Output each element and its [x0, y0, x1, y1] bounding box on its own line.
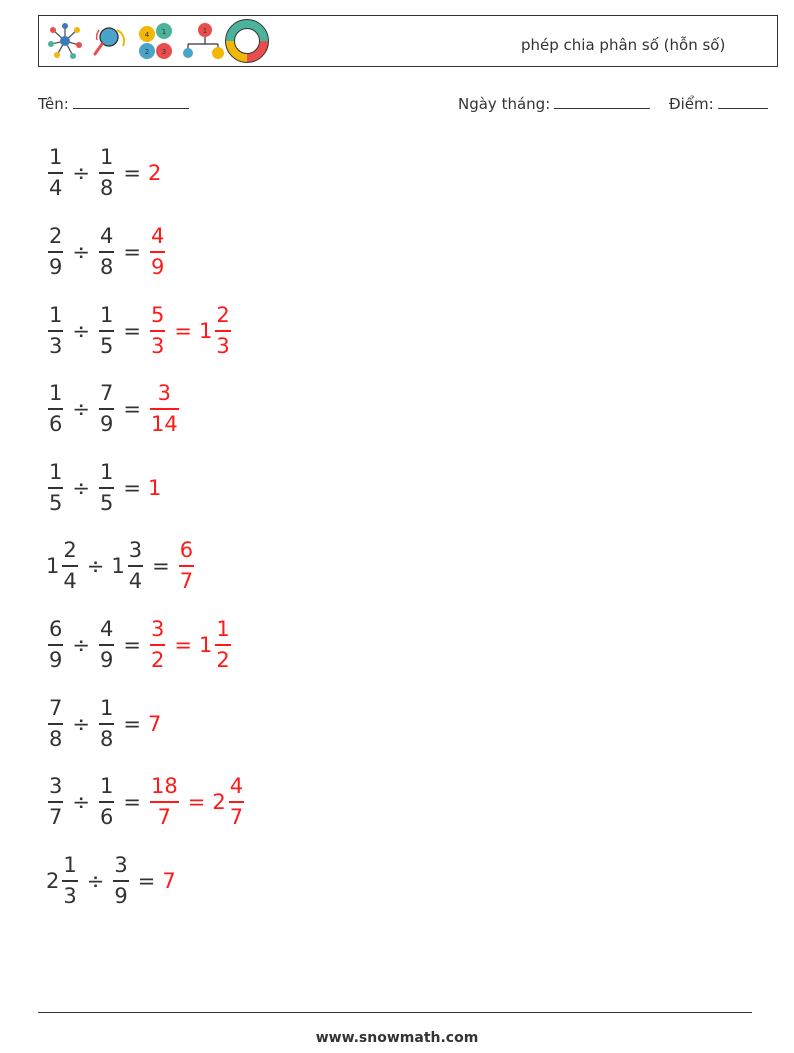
fraction-bar — [215, 644, 230, 646]
answer-fraction — [150, 303, 165, 359]
equals-sign: = — [174, 632, 192, 657]
number-bubbles-icon — [139, 23, 172, 59]
denominator: 6 — [99, 804, 114, 829]
numerator: 5 — [150, 303, 165, 327]
denominator: 8 — [49, 726, 63, 751]
numerator: 2 — [63, 538, 77, 562]
denominator: 3 — [150, 333, 165, 358]
fraction-bar — [48, 487, 63, 489]
denominator: 3 — [49, 333, 63, 358]
numerator: 7 — [49, 696, 63, 720]
equals-sign: = — [137, 868, 156, 893]
denominator: 2 — [216, 647, 230, 672]
fraction-bar — [99, 408, 114, 410]
fraction-bar — [99, 801, 114, 803]
equals-sign: = — [174, 318, 192, 343]
fraction-bar — [150, 801, 179, 803]
answer — [148, 161, 161, 185]
answer — [148, 476, 161, 500]
fraction-bar — [48, 723, 63, 725]
equals-sign: = — [123, 239, 141, 264]
answer — [162, 869, 175, 893]
tree-diagram-icon — [183, 23, 224, 59]
answer — [148, 303, 233, 359]
equals-sign: = — [123, 789, 141, 814]
numerator: 3 — [150, 617, 165, 641]
fraction-bar — [150, 330, 165, 332]
answer — [148, 774, 246, 830]
answer-fraction — [150, 224, 165, 280]
divide-sign: ÷ — [72, 239, 90, 264]
fraction-bar — [99, 251, 114, 253]
answer-fraction — [150, 774, 179, 830]
score-label: Điểm: — [669, 95, 714, 113]
denominator: 7 — [229, 804, 244, 829]
footer-url: www.snowmath.com — [315, 1030, 479, 1046]
svg-text:1: 1 — [161, 28, 167, 36]
equals-sign: = — [187, 789, 206, 814]
denominator: 5 — [99, 490, 114, 515]
denominator: 9 — [99, 411, 114, 436]
equals-sign: = — [123, 632, 141, 657]
answer-mixed-fraction — [215, 617, 230, 673]
fraction-bar — [48, 644, 63, 646]
operand-fraction — [99, 460, 114, 516]
operand-fraction — [99, 617, 114, 673]
answer-mixed-fraction — [229, 774, 244, 830]
equals-sign: = — [123, 160, 141, 185]
denominator: 8 — [99, 254, 114, 279]
answer — [148, 712, 161, 736]
answer-value: 1 — [147, 475, 162, 500]
fraction-bar — [62, 565, 77, 567]
fraction-bar — [48, 330, 63, 332]
name-field — [38, 94, 189, 113]
problem-row — [46, 303, 233, 359]
denominator: 9 — [114, 883, 128, 908]
fraction-bar — [99, 723, 114, 725]
denominator: 5 — [99, 333, 114, 358]
problem-row — [46, 460, 161, 516]
numerator: 3 — [157, 381, 172, 405]
denominator: 3 — [63, 883, 77, 908]
score-field — [669, 94, 768, 113]
numerator: 2 — [49, 224, 63, 248]
numerator: 6 — [49, 617, 63, 641]
numerator: 7 — [99, 381, 114, 405]
svg-text:4: 4 — [144, 31, 150, 39]
answer-value: 7 — [162, 868, 176, 893]
problem-row — [46, 617, 233, 673]
svg-text:1: 1 — [202, 27, 208, 35]
numerator: 1 — [99, 774, 114, 798]
fraction-bar — [99, 487, 114, 489]
denominator: 7 — [49, 804, 63, 829]
numerator: 1 — [49, 381, 63, 405]
operand-fraction — [99, 774, 114, 830]
equals-sign: = — [123, 396, 141, 421]
problem-row — [46, 145, 161, 201]
divide-sign: ÷ — [72, 160, 90, 185]
math-icons-logo — [43, 18, 269, 64]
divide-sign: ÷ — [72, 711, 90, 736]
numerator: 2 — [216, 303, 230, 327]
numerator: 18 — [150, 774, 178, 798]
denominator: 9 — [150, 254, 165, 279]
operand-fraction — [62, 853, 77, 909]
fraction-bar — [99, 330, 114, 332]
whole-number: 1 — [46, 553, 60, 578]
answer-whole: 2 — [212, 789, 226, 814]
denominator: 7 — [157, 804, 172, 829]
denominator: 7 — [179, 568, 194, 593]
numerator: 1 — [63, 853, 77, 877]
numerator: 6 — [179, 538, 194, 562]
answer-whole: 1 — [198, 318, 213, 343]
date-blank — [554, 94, 650, 109]
equals-sign: = — [123, 475, 141, 500]
denominator: 4 — [63, 568, 77, 593]
denominator: 3 — [216, 333, 230, 358]
fraction-bar — [229, 801, 244, 803]
denominator: 4 — [49, 175, 63, 200]
fraction-bar — [48, 251, 63, 253]
worksheet-title: phép chia phân số (hỗn số) — [521, 36, 726, 54]
answer-fraction — [150, 617, 165, 673]
numerator: 3 — [49, 774, 63, 798]
name-blank — [73, 94, 189, 109]
operand-fraction — [48, 303, 63, 359]
divide-sign: ÷ — [72, 789, 90, 814]
denominator: 2 — [150, 647, 165, 672]
fraction-bar — [113, 880, 128, 882]
fraction-bar — [48, 408, 63, 410]
answer-mixed-fraction — [215, 303, 230, 359]
magnifier-icon — [95, 28, 124, 54]
operand-fraction — [128, 538, 143, 594]
denominator: 5 — [49, 490, 63, 515]
denominator: 8 — [99, 726, 114, 751]
fraction-bar — [48, 801, 63, 803]
fraction-bar — [215, 330, 230, 332]
denominator: 4 — [128, 568, 143, 593]
operand-fraction — [48, 381, 63, 437]
fraction-bar — [128, 565, 143, 567]
denominator: 9 — [49, 647, 63, 672]
divide-sign: ÷ — [86, 868, 105, 893]
fraction-bar — [150, 408, 179, 410]
numerator: 1 — [99, 303, 114, 327]
fraction-bar — [150, 644, 165, 646]
numerator: 1 — [216, 617, 230, 641]
whole-number: 2 — [46, 868, 60, 893]
numerator: 4 — [150, 224, 165, 248]
answer-whole: 1 — [198, 632, 213, 657]
operand-fraction — [48, 224, 63, 280]
answer-value: 7 — [147, 711, 162, 736]
fraction-bar — [48, 172, 63, 174]
date-field — [458, 94, 650, 113]
divide-sign: ÷ — [86, 553, 105, 578]
numerator: 4 — [229, 774, 244, 798]
numerator: 1 — [99, 696, 114, 720]
equals-sign: = — [152, 553, 170, 578]
numerator: 4 — [99, 224, 114, 248]
problem-row — [46, 224, 167, 280]
operand-fraction — [99, 381, 114, 437]
operand-fraction — [48, 145, 63, 201]
answer-value: 2 — [147, 160, 162, 185]
score-blank — [718, 94, 768, 109]
divide-sign: ÷ — [72, 318, 90, 343]
name-label: Tên: — [38, 95, 69, 113]
operand-fraction — [99, 145, 114, 201]
operand-fraction — [99, 696, 114, 752]
operand-fraction — [99, 303, 114, 359]
numerator: 1 — [99, 145, 114, 169]
divide-sign: ÷ — [72, 632, 90, 657]
ring-chart-icon — [226, 20, 269, 63]
problem-row — [46, 853, 176, 909]
answer-fraction — [179, 538, 194, 594]
operand-fraction — [62, 538, 77, 594]
denominator: 9 — [99, 647, 114, 672]
whole-number: 1 — [111, 553, 125, 578]
problem-row — [46, 774, 246, 830]
operand-fraction — [48, 774, 63, 830]
worksheet-header — [38, 15, 778, 67]
fraction-bar — [99, 644, 114, 646]
operand-fraction — [113, 853, 128, 909]
denominator: 9 — [49, 254, 63, 279]
denominator: 6 — [49, 411, 63, 436]
fraction-bar — [150, 251, 165, 253]
network-icon — [48, 23, 82, 59]
denominator: 14 — [150, 411, 178, 436]
answer — [148, 617, 233, 673]
answer — [148, 224, 167, 280]
divide-sign: ÷ — [72, 475, 90, 500]
answer — [177, 538, 196, 594]
numerator: 1 — [99, 460, 114, 484]
numerator: 3 — [128, 538, 143, 562]
operand-fraction — [99, 224, 114, 280]
operand-fraction — [48, 460, 63, 516]
problem-row — [46, 381, 181, 437]
equals-sign: = — [123, 318, 141, 343]
numerator: 1 — [49, 145, 63, 169]
numerator: 1 — [49, 460, 63, 484]
fraction-bar — [179, 565, 194, 567]
fraction-bar — [62, 880, 77, 882]
date-label: Ngày tháng: — [458, 95, 551, 113]
denominator: 8 — [99, 175, 114, 200]
answer — [148, 381, 181, 437]
problem-row — [46, 538, 196, 594]
numerator: 1 — [49, 303, 63, 327]
svg-text:2: 2 — [144, 48, 150, 56]
divide-sign: ÷ — [72, 396, 90, 421]
footer-divider — [38, 1012, 752, 1013]
problem-row — [46, 696, 161, 752]
numerator: 3 — [114, 853, 128, 877]
equals-sign: = — [123, 711, 141, 736]
fraction-bar — [99, 172, 114, 174]
operand-fraction — [48, 696, 63, 752]
operand-fraction — [48, 617, 63, 673]
answer-fraction — [150, 381, 179, 437]
svg-text:3: 3 — [161, 48, 167, 56]
numerator: 4 — [99, 617, 114, 641]
